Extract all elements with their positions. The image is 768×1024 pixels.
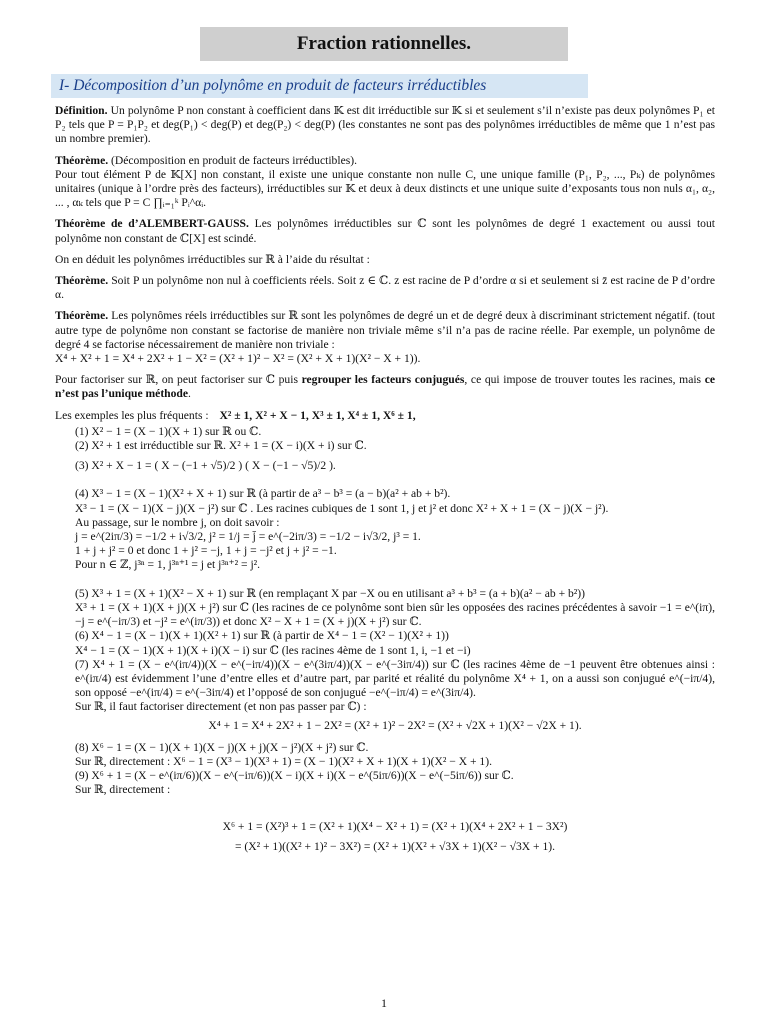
document-body bbox=[55, 104, 715, 854]
definition-label: Définition. bbox=[55, 104, 108, 117]
example-8: (8) X⁶ − 1 = (X − 1)(X + 1)(X − j)(X + j)(X − j²)(X + j²) sur ℂ. bbox=[75, 740, 369, 754]
example-5: (5) X³ + 1 = (X + 1)(X² − X + 1) sur ℝ (en remplaçant X par −X ou en utilisant a³ + b³ = (a + b)(a² − ab + b²)) bbox=[75, 586, 585, 600]
example-7-real-note: Sur ℝ, il faut factoriser directement (et non pas passer par ℂ) : bbox=[75, 700, 367, 714]
definition-paragraph bbox=[55, 104, 715, 147]
deduction-text: On en déduit les polynômes irréductibles sur ℝ à l’aide du résultat : bbox=[55, 252, 370, 266]
example-6-complex: X⁴ − 1 = (X − 1)(X + 1)(X + i)(X − i) sur ℂ (les racines 4ème de 1 sont 1, i, −1 et −i) bbox=[75, 643, 471, 657]
example-7: (7) X⁴ + 1 = (X − e^(iπ/4))(X − e^(−iπ/4))(X − e^(3iπ/4))(X − e^(−3iπ/4)) sur ℂ (les racines 4ème de −1 peuvent être obtenues ainsi : e^(iπ/4) est évidemment l’une d’entre elles et d’autre part, par parité et réalité du polynôme X⁴ + 1, on a aussi son conjugué e^(−iπ/4), son opposé −e^(iπ/4) = e^(−3iπ/4) et l’opposé de son conjugué −e^(−iπ/4) = e^(3iπ/4). bbox=[75, 657, 715, 700]
example-6: (6) X⁴ − 1 = (X − 1)(X + 1)(X² + 1) sur ℝ (à partir de X⁴ − 1 = (X² − 1)(X² + 1)) bbox=[75, 629, 449, 643]
title-text: Fraction rationnelles. bbox=[296, 33, 472, 54]
method-text-c: , ce qui impose de trouver toutes les racines, mais bbox=[464, 373, 705, 387]
example-9-equation-line2: = (X² + 1)((X² + 1)² − 3X²) = (X² + 1)(X² + √3X + 1)(X² − √3X + 1). bbox=[234, 839, 556, 853]
example-4-j-relations: 1 + j + j² = 0 et donc 1 + j² = −j, 1 + j = −j² et j + j² = −1. bbox=[75, 544, 337, 558]
method-emphasis-not-unique: ce n’est pas l’unique méthode bbox=[55, 373, 715, 401]
deduction-sentence bbox=[55, 253, 715, 267]
examples-label: Les exemples les plus fréquents : bbox=[55, 408, 209, 422]
example-1: (1) X² − 1 = (X − 1)(X + 1) sur ℝ ou ℂ. bbox=[75, 424, 262, 438]
example-7-equation: X⁴ + 1 = X⁴ + 2X² + 1 − 2X² = (X² + 1)² − 2X² = (X² + √2X + 1)(X² − √2X + 1). bbox=[208, 718, 582, 732]
example-9-real-note: Sur ℝ, directement : bbox=[75, 783, 171, 797]
section-heading-text: I- Décomposition d’un polynôme en produit de facteurs irréductibles bbox=[59, 77, 487, 94]
example-9-equation-line1: X⁶ + 1 = (X²)³ + 1 = (X² + 1)(X⁴ − X² + 1) = (X² + 1)(X⁴ + 2X² + 1 − 3X²) bbox=[222, 819, 568, 833]
method-emphasis-conjugates: regrouper les facteurs conjugués bbox=[301, 373, 465, 387]
theorem-equation: X⁴ + X² + 1 = X⁴ + 2X² + 1 − X² = (X² + 1)² − X² = (X² + X + 1)(X² − X + 1)). bbox=[55, 352, 421, 366]
theorem-decomposition bbox=[55, 154, 715, 211]
theorem-text: Pour tout élément P de 𝕂[X] non constant, il existe une unique constante non nulle C, une unique famille (P₁, P₂, ..., Pₖ) de polynômes unitaires (unique à l’ordre près des facteurs), irréductibles sur 𝕂 et deux à deux distincts et une unique suite d’exposants tous non nuls α₁, α₂, ... , αₖ tels que P = C ∏ᵢ₌₁ᵏ Pᵢ^αᵢ. bbox=[55, 167, 715, 210]
theorem-label: Théorème. bbox=[55, 309, 109, 323]
theorem-title: (Décomposition en produit de facteurs irréductibles). bbox=[111, 153, 357, 167]
example-4: (4) X³ − 1 = (X − 1)(X² + X + 1) sur ℝ (à partir de a³ − b³ = (a − b)(a² + ab + b²). bbox=[75, 487, 451, 501]
theorem-text: Les polynômes réels irréductibles sur ℝ sont les polynômes de degré un et de degré deux à discriminant strictement négatif. (tout autre type de polynôme non constant se factorise de manière non triviale même s’il n’a pas de racine réelle. Par exemple, un polynôme de degré 4 se factorise nécessairement de manière non triviale : bbox=[55, 309, 715, 351]
example-2: (2) X² + 1 est irréductible sur ℝ. X² + 1 = (X − i)(X + i) sur ℂ. bbox=[75, 439, 367, 453]
example-4-j-powers: Pour n ∈ ℤ, j³ⁿ = 1, j³ⁿ⁺¹ = j et j³ⁿ⁺² = j². bbox=[75, 558, 261, 572]
theorem-real-irreducibles bbox=[55, 309, 715, 366]
definition-text: Un polynôme P non constant à coefficient dans 𝕂 est dit irréductible sur 𝕂 si et seulement s’il n’existe pas deux polynômes P₁ et P₂ tels que P = P₁P₂ et deg(P₁) < deg(P) et deg(P₂) < deg(P) (les constantes ne sont pas des polynômes irréductibles de même que 1 n’est pas un nombre premier). bbox=[55, 104, 715, 146]
example-5-complex: X³ + 1 = (X + 1)(X + j)(X + j²) sur ℂ (les racines de ce polynôme sont bien sûr les opposées des racines précédentes à savoir −1 = e^(iπ), −j = e^(−iπ/3) et −j² = e^(iπ/3)) et donc X² − X + 1 = (X + j)(X + j²) sur ℂ. bbox=[75, 600, 715, 629]
examples-block bbox=[55, 425, 715, 854]
example-4-note: Au passage, sur le nombre j, on doit savoir : bbox=[75, 515, 280, 529]
example-3: (3) X² + X − 1 = ( X − (−1 + √5)/2 ) ( X − (−1 − √5)/2 ). bbox=[75, 459, 336, 473]
factorization-method bbox=[55, 373, 715, 401]
theorem-text: Les polynômes irréductibles sur ℂ sont les polynômes de degré 1 exactement ou aussi tout polynôme non constant de ℂ[X] est scindé. bbox=[55, 217, 715, 245]
example-8-real: Sur ℝ, directement : X⁶ − 1 = (X³ − 1)(X³ + 1) = (X − 1)(X² + X + 1)(X + 1)(X² − X + 1). bbox=[75, 754, 492, 768]
page-number: 1 bbox=[381, 996, 387, 1010]
example-4-complex: X³ − 1 = (X − 1)(X − j)(X − j²) sur ℂ . Les racines cubiques de 1 sont 1, j et j² et donc X² + X + 1 = (X − j)(X − j²). bbox=[75, 501, 609, 515]
theorem-label: Théorème. bbox=[55, 153, 109, 167]
method-text-e: . bbox=[188, 387, 191, 401]
theorem-label: Théorème. bbox=[55, 274, 109, 288]
examples-list: X² ± 1, X² + X − 1, X³ ± 1, X⁴ ± 1, X⁶ ± 1, bbox=[219, 408, 416, 422]
example-4-j-values: j = e^(2iπ/3) = −1/2 + i√3/2, j² = 1/j = j̄ = e^(−2iπ/3) = −1/2 − i√3/2, j³ = 1. bbox=[75, 530, 421, 544]
method-text-a: Pour factoriser sur ℝ, on peut factoriser sur ℂ puis bbox=[55, 373, 302, 387]
theorem-label: Théorème de d’ALEMBERT-GAUSS. bbox=[55, 217, 249, 231]
example-9: (9) X⁶ + 1 = (X − e^(iπ/6))(X − e^(−iπ/6))(X − i)(X + i)(X − e^(5iπ/6))(X − e^(−5iπ/6)) sur ℂ. bbox=[75, 769, 514, 783]
theorem-dalembert-gauss bbox=[55, 217, 715, 245]
theorem-text: Soit P un polynôme non nul à coefficients réels. Soit z ∈ ℂ. z est racine de P d’ordre α si et seulement si z̄ est racine de P d’ordre α. bbox=[55, 274, 716, 302]
document-title bbox=[200, 27, 568, 61]
section-heading bbox=[51, 74, 588, 98]
examples-intro bbox=[55, 409, 715, 423]
theorem-conjugate-roots bbox=[55, 274, 715, 302]
